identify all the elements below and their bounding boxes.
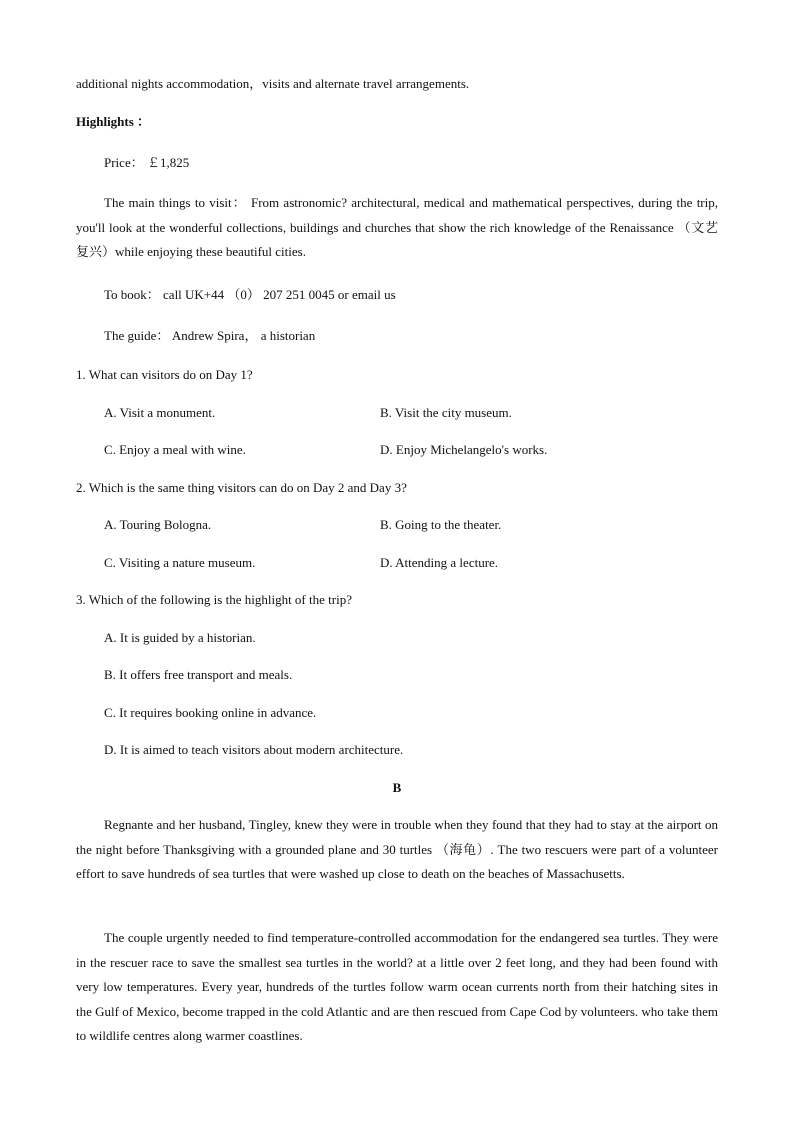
price-line: Price： ￡1,825 [104,155,190,170]
question-3-option-a: A. It is guided by a historian. [104,630,256,645]
question-1-option-a: A. Visit a monument. [104,405,216,420]
question-1-option-c: C. Enjoy a meal with wine. [104,442,246,457]
question-1-option-b: B. Visit the city museum. [380,405,512,420]
question-2-option-a: A. Touring Bologna. [104,517,212,532]
question-3-option-c: C. It requires booking online in advance. [104,705,317,720]
question-3-option-b: B. It offers free transport and meals. [104,667,293,682]
question-3-stem: 3. Which of the following is the highlight of the trip? [76,592,352,607]
section-b-heading: B [392,780,402,795]
guide-line: The guide： Andrew Spira， a historian [104,328,316,343]
highlights-heading: Highlights ： [76,114,151,129]
question-2-option-c: C. Visiting a nature museum. [104,555,256,570]
question-2-option-d: D. Attending a lecture. [380,555,499,570]
question-1-stem: 1. What can visitors do on Day 1? [76,367,253,382]
question-2-option-b: B. Going to the theater. [380,517,502,532]
section-b-paragraph-2: The couple urgently needed to find temperature-controlled accommodation for the endangered sea turtles. They were in the rescuer race to save the smallest sea turtles in the world? at a little over 2 feet long, and they had been found with very low temperatures. Every year, hundreds of the turtles follow warm ocean currents north from their hatching sites in the Gulf of Mexico, become trapped in the cold Atlantic and are then rescued from Cape Cod by volunteers. who take them to wildlife centres along warmer coastlines. [76,930,718,1043]
section-b-paragraph-1: Regnante and her husband, Tingley, knew they were in trouble when they found that they had to stay at the airport on the night before Thanksgiving with a grounded plane and 30 turtles （海龟）. The two rescuers were part of a volunteer effort to save hundreds of sea turtles that were washed up close to death on the beaches of Massachusetts. [76,817,718,881]
visit-paragraph: The main things to visit： From astronomic? architectural, medical and mathematical perspectives, during the trip, you'll look at the wonderful collections, buildings and churches that show the rich knowledge of the Renaissance （文艺复兴）while enjoying these beautiful cities. [76,195,718,259]
intro-line: additional nights accommodation，visits and alternate travel arrangements. [76,76,470,91]
booking-line: To book： call UK+44 （0） 207 251 0045 or email us [104,287,396,302]
question-3-option-d: D. It is aimed to teach visitors about modern architecture. [104,742,404,757]
question-1-option-d: D. Enjoy Michelangelo's works. [380,442,548,457]
question-2-stem: 2. Which is the same thing visitors can do on Day 2 and Day 3? [76,480,407,495]
